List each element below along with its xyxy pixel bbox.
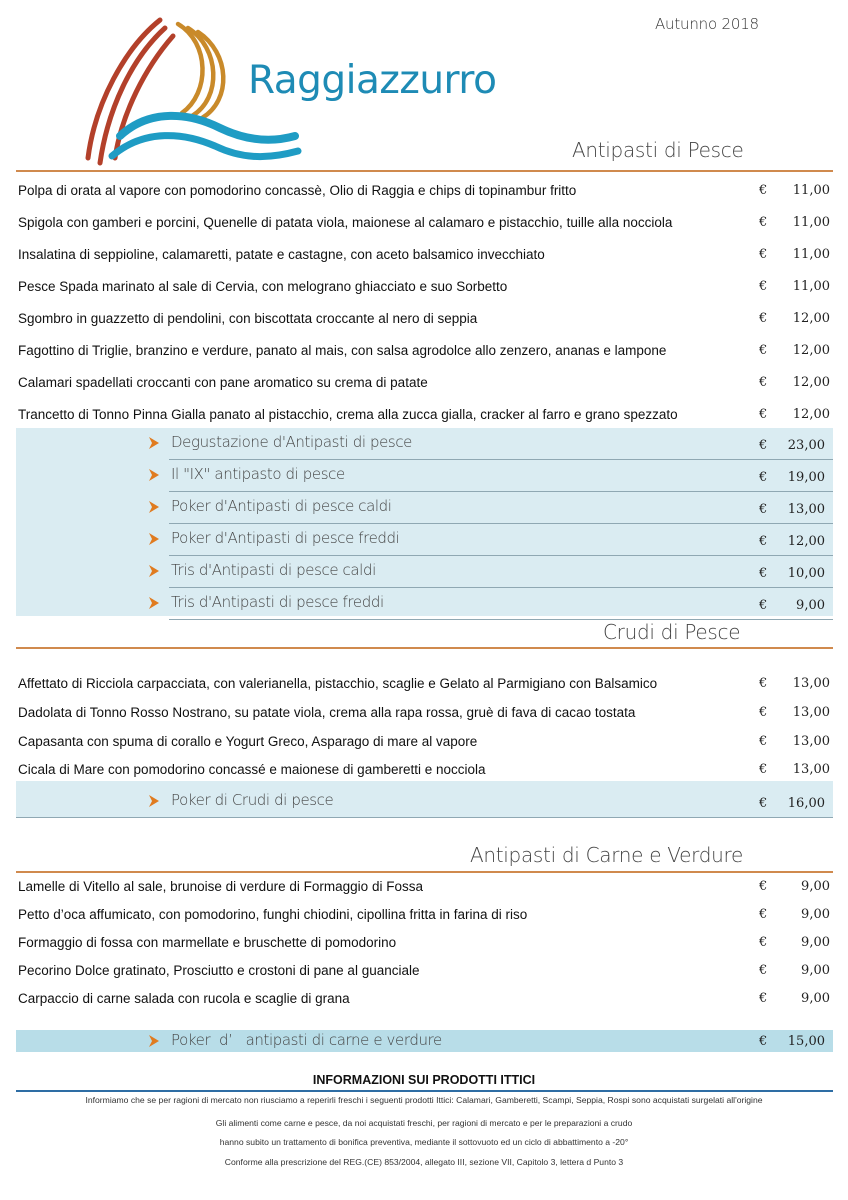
combo-price: 13,00 <box>787 502 825 517</box>
euro-sign: € <box>759 734 768 749</box>
euro-sign: € <box>759 438 768 453</box>
euro-sign: € <box>759 566 768 581</box>
combo-price: 16,00 <box>787 796 825 811</box>
euro-sign: € <box>759 991 768 1006</box>
item-description: Insalatina di seppioline, calamaretti, patate e castagne, con aceto balsamico invecchiato <box>18 247 545 262</box>
euro-sign: € <box>759 247 768 262</box>
euro-sign: € <box>759 183 768 198</box>
combo-item <box>16 556 833 588</box>
arrow-bullet-icon <box>148 564 160 578</box>
combo-label: Poker di Crudi di pesce <box>171 791 334 809</box>
item-description: Polpa di orata al vapore con pomodorino concassè, Olio di Raggia e chips di topinambur fritto <box>18 183 577 198</box>
combo-item <box>16 1025 833 1057</box>
info-divider <box>16 1090 833 1092</box>
menu-item <box>18 247 830 267</box>
item-price: 12,00 <box>792 407 830 422</box>
arrow-bullet-icon <box>148 436 160 450</box>
item-price: 9,00 <box>801 963 830 978</box>
combo-label: Tris d'Antipasti di pesce caldi <box>171 561 376 579</box>
menu-item <box>18 762 830 782</box>
euro-sign: € <box>759 676 768 691</box>
combo-price: 12,00 <box>787 534 825 549</box>
menu-item <box>18 676 830 696</box>
menu-item <box>18 215 830 235</box>
item-price: 12,00 <box>792 311 830 326</box>
item-price: 13,00 <box>792 762 830 777</box>
combo-price: 23,00 <box>787 438 825 453</box>
combo-price: 15,00 <box>787 1034 825 1049</box>
item-description: Spigola con gamberi e porcini, Quenelle di patata viola, maionese al calamaro e pistacchio, tuille alla nocciola <box>18 215 673 230</box>
item-description: Sgombro in guazzetto di pendolini, con biscottata croccante al nero di seppia <box>18 311 478 326</box>
item-price: 12,00 <box>792 375 830 390</box>
arrow-bullet-icon <box>148 596 160 610</box>
menu-item <box>18 879 830 899</box>
section-title-antipasti-pesce: Antipasti di Pesce <box>572 138 744 162</box>
combo-label: Poker d'Antipasti di pesce caldi <box>171 497 392 515</box>
item-description: Calamari spadellati croccanti con pane aromatico su crema di patate <box>18 375 428 390</box>
item-price: 11,00 <box>792 183 830 198</box>
menu-item <box>18 963 830 983</box>
item-description: Trancetto di Tonno Pinna Gialla panato al pistacchio, crema alla zucca gialla, cracker al farro e grano spezzato <box>18 407 678 422</box>
info-title: INFORMAZIONI SUI PRODOTTI ITTICI <box>312 1073 536 1087</box>
section-divider <box>16 871 833 873</box>
item-description: Pecorino Dolce gratinato, Prosciutto e crostoni di pane al guanciale <box>18 963 420 978</box>
season-label: Autunno 2018 <box>655 15 759 33</box>
arrow-bullet-icon <box>148 794 160 808</box>
menu-item <box>18 343 830 363</box>
combo-label: Poker d'Antipasti di pesce freddi <box>171 529 400 547</box>
combo-item <box>16 460 833 492</box>
euro-sign: € <box>759 375 768 390</box>
section-title-carne-verdure: Antipasti di Carne e Verdure <box>470 843 743 867</box>
item-price: 9,00 <box>801 935 830 950</box>
menu-item <box>18 375 830 395</box>
combo-item <box>16 492 833 524</box>
info-line: hanno subito un trattamento di bonifica preventiva, mediante il sottovuoto ed un ciclo di abbattimento a -20° <box>219 1137 629 1147</box>
combo-item <box>16 428 833 460</box>
euro-sign: € <box>759 907 768 922</box>
item-price: 11,00 <box>792 215 830 230</box>
combo-underline <box>16 817 833 818</box>
euro-sign: € <box>759 470 768 485</box>
item-price: 13,00 <box>792 676 830 691</box>
menu-item <box>18 311 830 331</box>
menu-item <box>18 705 830 725</box>
arrow-bullet-icon <box>148 468 160 482</box>
combo-label: Tris d'Antipasti di pesce freddi <box>171 593 384 611</box>
menu-item <box>18 907 830 927</box>
combo-price: 19,00 <box>787 470 825 485</box>
item-description: Affettato di Ricciola carpacciata, con valerianella, pistacchio, scaglie e Gelato al Parmigiano con Balsamico <box>18 676 658 691</box>
euro-sign: € <box>759 879 768 894</box>
item-description: Cicala di Mare con pomodorino concassé e maionese di gamberetti e nocciola <box>18 762 486 777</box>
euro-sign: € <box>759 407 768 422</box>
menu-item <box>18 734 830 754</box>
euro-sign: € <box>759 343 768 358</box>
item-description: Lamelle di Vitello al sale, brunoise di verdure di Formaggio di Fossa <box>18 879 423 894</box>
item-price: 12,00 <box>792 343 830 358</box>
euro-sign: € <box>759 311 768 326</box>
euro-sign: € <box>759 796 768 811</box>
combo-price: 10,00 <box>787 566 825 581</box>
section-divider <box>16 647 833 649</box>
item-description: Pesce Spada marinato al sale di Cervia, con melograno ghiacciato e suo Sorbetto <box>18 279 508 294</box>
combo-price: 9,00 <box>796 598 825 613</box>
item-description: Fagottino di Triglie, branzino e verdure, panato al mais, con salsa agrodolce allo zenzero, ananas e lampone <box>18 343 667 358</box>
menu-item <box>18 279 830 299</box>
item-price: 13,00 <box>792 734 830 749</box>
euro-sign: € <box>759 705 768 720</box>
section-divider <box>16 170 833 172</box>
item-description: Capasanta con spuma di corallo e Yogurt Greco, Asparago di mare al vapore <box>18 734 478 749</box>
item-description: Formaggio di fossa con marmellate e bruschette di pomodorino <box>18 935 397 950</box>
combo-label: Poker d’ antipasti di carne e verdure <box>171 1031 442 1049</box>
euro-sign: € <box>759 935 768 950</box>
menu-item <box>18 935 830 955</box>
item-price: 9,00 <box>801 879 830 894</box>
item-description: Petto d’oca affumicato, con pomodorino, funghi chiodini, cipollina fritta in farina di riso <box>18 907 528 922</box>
item-description: Dadolata di Tonno Rosso Nostrano, su patate viola, crema alla rapa rossa, gruè di fava di cacao tostata <box>18 705 636 720</box>
item-price: 9,00 <box>801 907 830 922</box>
item-description: Carpaccio di carne salada con rucola e scaglie di grana <box>18 991 350 1006</box>
combo-item <box>16 524 833 556</box>
euro-sign: € <box>759 534 768 549</box>
combo-label: Il "IX" antipasto di pesce <box>171 465 345 483</box>
item-price: 11,00 <box>792 279 830 294</box>
euro-sign: € <box>759 762 768 777</box>
item-price: 13,00 <box>792 705 830 720</box>
menu-item <box>18 991 830 1011</box>
euro-sign: € <box>759 215 768 230</box>
info-line: Informiamo che se per ragioni di mercato non riusciamo a reperirli freschi i seguenti prodotti Ittici: Calamari, Gamberetti, Scampi, Seppia, Rospi sono acquistati surgelati all'origine <box>85 1095 763 1105</box>
arrow-bullet-icon <box>148 500 160 514</box>
section-title-crudi-pesce: Crudi di Pesce <box>603 620 741 644</box>
item-price: 9,00 <box>801 991 830 1006</box>
euro-sign: € <box>759 1034 768 1049</box>
euro-sign: € <box>759 502 768 517</box>
info-line: Gli alimenti come carne e pesce, da noi acquistati freschi, per ragioni di mercato e per le preparazioni a crudo <box>215 1118 633 1128</box>
euro-sign: € <box>759 279 768 294</box>
menu-item <box>18 407 830 427</box>
euro-sign: € <box>759 598 768 613</box>
brand-name: Raggiazzurro <box>248 58 497 103</box>
item-price: 11,00 <box>792 247 830 262</box>
combo-item <box>16 588 833 620</box>
arrow-bullet-icon <box>148 1034 160 1048</box>
euro-sign: € <box>759 963 768 978</box>
info-line: Conforme alla prescrizione del REG.(CE) 853/2004, allegato III, sezione VII, Capitolo 3, lettera d Punto 3 <box>224 1157 624 1167</box>
combo-item <box>16 786 833 818</box>
arrow-bullet-icon <box>148 532 160 546</box>
menu-item <box>18 183 830 203</box>
combo-label: Degustazione d'Antipasti di pesce <box>171 433 413 451</box>
